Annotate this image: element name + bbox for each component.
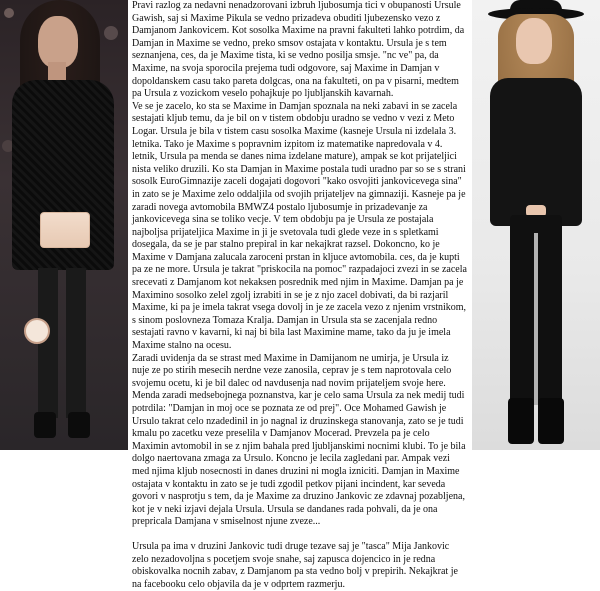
woman-black-dress-photo [0, 0, 128, 450]
background-bokeh [104, 26, 118, 40]
neck [48, 62, 66, 82]
left-shoe [34, 412, 56, 438]
runway-model-photo [472, 0, 600, 450]
article-paragraph-4: Ursula pa ima v druzini Jankovic tudi druge tezave saj je "tasca" Mija Jankovic zelo nezadovoljna s pocetjem svoje snahe, saj zapusca dojencico in je redna obiskovalka nocnih zabav, z Damjanom pa sta vedno bolj v prepirih. Nekajkrat je na facebooku celo objavila da je v odprtem razmerju. [132, 540, 458, 590]
bag-charm [24, 318, 50, 344]
face [516, 18, 552, 64]
article-paragraph-2: Ve se je zacelo, ko sta se Maxime in Damjan spoznala na neki zabavi in se zacela sestajati kljub temu, da je bil on v tistem obdobju uradno se vedno v vezi z Meto Logar. Ursula je bila v tistem casu sosolka Maxime (kasneje Ursula ni izdelala 3. letnika. Tako je Maxime s popravnim izpitom iz matematike napredovala v 4. letnik, Ursula pa menda se danes nima izdelane mature), ampak se kot prijateljici nista veliko druzili. Ko sta Damjan in Maxime postala tudi uradno par so se s strani sosolk EuroGimnazije zaceli dogajati dogovori "kako osvojiti jankovicevega sina" in zato se je Maxime zelo oddaljila od svojih prijateljev na gimnaziji. Kasneje pa je zaradi novega avtomobila BMWZ4 postalo ljubosumje in prizadevanje za jankovicevega sina se toliko vecje. V tem obdobju pa je Ursula ze postajala najboljsa prijateljica Maxime in ji je svetovala tudi glede veze in s spletkami dosegala, da se je par stalno prepiral in kar nekajkrat razsel. Dokoncno, ko je Maxime v Damjana zalucala zaroceni prstan in kljuce avtomobila. ces, da je kupti pa ze ne more. Ursula je takrat "priskocila na pomoc" razpadajoci zvezi in se zacela srecevati z Damjanom kot nekaksen posrednik med njim in Maxime. Damjan pa je Maximino sosolko zelel zgolj izrabiti in se je z njo zacel dobivati, da bi razjaril Maxime, ki pa je imela takrat vsega dovolj in je ze zacela vezo z njenim vrstnikom, s sinom poslovneza Tomaza Kralja. Damjan in Ursula sta se zacenjala redno sestajati ravno v kavarni, ki naj bi bila last Maximine mame, tako da ju je imela Maxime stalno na ocesu. [132, 100, 467, 352]
clutch-bag [40, 212, 90, 248]
right-shoe [68, 412, 90, 438]
right-leg [66, 268, 86, 418]
article-paragraph-1: Pravi razlog za nedavni nenadzorovani izbruh ljubosumja tici v obupanosti Ursule Gawish, saj si Maxime Pikula se vedno prizadeva obuditi ljubezensko vezo z Damjanom Jankovicem. Kot sosolka Maxime na pravni fakulteti lahko potrdim, da Damjan in Maxime se vedno, preko smsov ostajata v kontaktu. Ursula je s tem seznanjena, ces, da je Maxime tista, ki se vedno posilja smsje. "nc ve" pa, da Maxime, na svoja sporocila prejema tudi odgovore, saj Maxime in Damjan v dopoldanskem casu tako pareta dolgcas, ona na fakulteti, on pa v pisarni, medtem pa Ursula z vozickom veselo pohajkuje po ljubljanskih kavarnah. [132, 0, 465, 100]
article-paragraph-3: Zaradi uvidenja da se strast med Maxime in Damijanom ne umirja, je Ursula iz nuje ze po stirih mesecih nerdne veze zanosila, ceprav je s tem naprotovala celo svojemu ocetu, ki je bil dalec od navdusenja nad novim prijateljem svoje here. Menda zaradi medsebojnega poznanstva, kar je celo sama Ursula za nek medij tudi potrdila: "Damjan in moj oce se poznata ze od prej". Oce Mohamed Gawish je Ursulo takrat celo nzadedinil in jo nagnal iz druzinskega stanovanja, zato se je tudi kmalu po zacetku veze preselila v Damjanov Mocerad. Prevzela pa je celo Maximin avtomobil in se z njim bahala pred ljubljanskimi nocnimi klubi. To je bila dolgo naertovana zmaga za Ursulo. Koncno je lecila zagledani par. Ampak vezi med njima kljub nosecnosti in danes druzini ni mogla izniciti. Damjan in Maxime ostajata v kontaktu in zato se je tudi zgodil petkov pijani incindent, kar seveda govori v nasprotju s tem, da je Maxime za druzino Jankovic ze zdavnaj pozabljena, kot je v neki izjavi dejala Ursula. Ursula se dandanes rada pohvali, da je ona prepricala Damjana v smiselnost njune zveze... [132, 352, 466, 528]
article-text [128, 0, 472, 590]
black-jacket [490, 78, 582, 226]
right-boot [538, 398, 564, 444]
background-bokeh [4, 8, 14, 18]
face [38, 16, 78, 68]
black-pants [510, 215, 562, 405]
left-boot [508, 398, 534, 444]
